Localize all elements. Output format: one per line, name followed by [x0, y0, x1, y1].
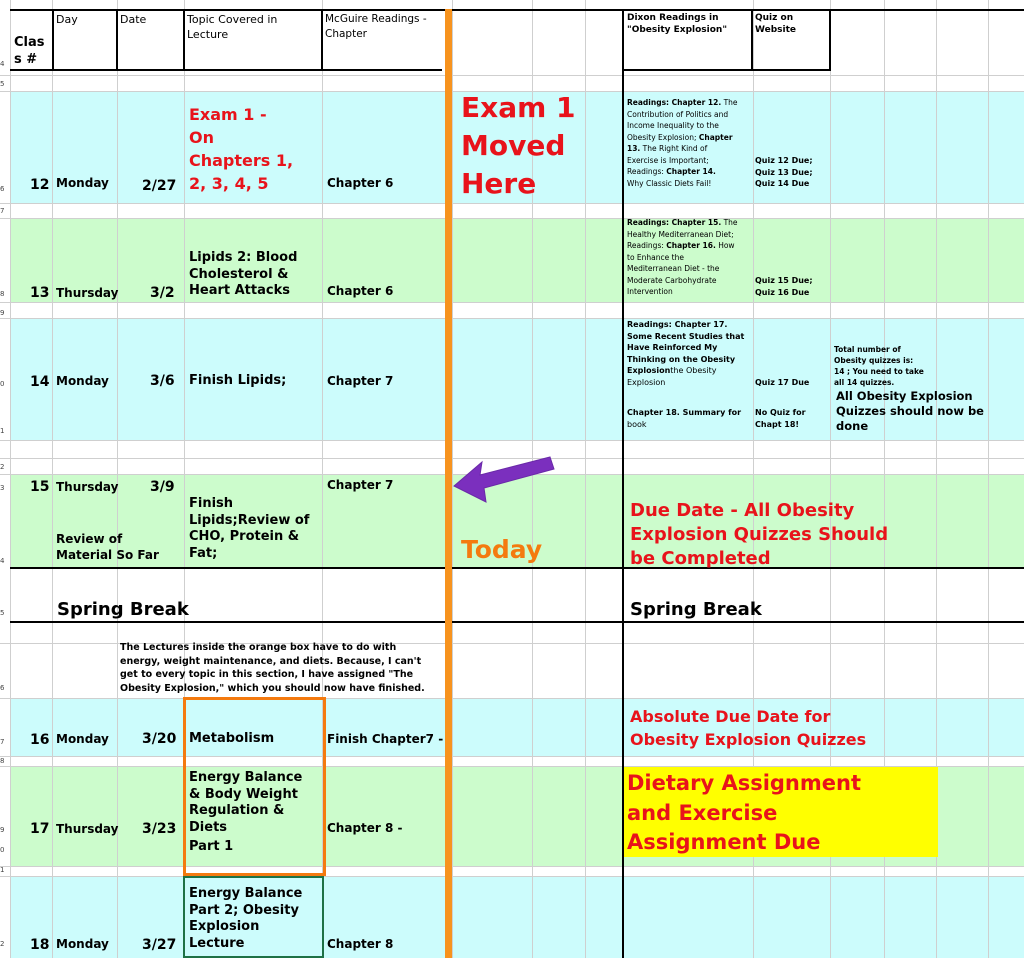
row-number[interactable]: 5: [0, 80, 5, 88]
date: 3/20: [142, 731, 177, 747]
row-number[interactable]: 0: [0, 846, 5, 854]
row-number[interactable]: 9: [0, 826, 5, 834]
header-dixon: Dixon Readings in "Obesity Explosion": [627, 13, 728, 35]
header-day: Day: [56, 13, 78, 26]
row-number[interactable]: 7: [0, 207, 5, 215]
day: Monday: [56, 732, 109, 746]
row-number[interactable]: 8: [0, 290, 5, 298]
row-number[interactable]: 6: [0, 185, 5, 193]
day: Thursday: [56, 480, 119, 494]
class-num: 13: [30, 285, 50, 301]
topic: Energy Balance & Body Weight Regulation & Diets Part 1: [189, 770, 303, 854]
reading: Chapter 6: [327, 176, 394, 190]
class-num: 14: [30, 374, 50, 390]
topic: Finish Lipids;Review of CHO, Protein & Fat;: [189, 496, 310, 561]
total-quizzes-note: Total number of Obesity quizzes is: 14 ; You need to take all 14 quizzes.: [834, 345, 924, 387]
date: 3/2: [150, 285, 175, 301]
header-date: Date: [120, 13, 147, 26]
quiz-r14-ch18: No Quiz for Chapt 18!: [755, 408, 806, 429]
header-topic: Topic Covered in Lecture: [187, 13, 278, 41]
header-class-num: Clas s #: [14, 35, 45, 67]
topic: Energy Balance Part 2; Obesity Explosion Lecture: [189, 886, 303, 951]
row-number[interactable]: 8: [0, 757, 5, 765]
review-note: Review of Material So Far: [56, 532, 159, 562]
class-num: 15: [30, 479, 50, 495]
exam-1-topic: Exam 1 - On Chapters 1, 2, 3, 4, 5: [189, 105, 294, 193]
reading: Chapter 6: [327, 284, 394, 298]
row-number[interactable]: 3: [0, 484, 5, 492]
row-number[interactable]: 2: [0, 463, 5, 471]
dietary-note: Dietary Assignment and Exercise Assignment Due: [627, 771, 861, 854]
row-number[interactable]: 6: [0, 684, 5, 692]
orange-divider: [445, 9, 452, 958]
topic: Finish Lipids;: [189, 373, 287, 388]
row-number[interactable]: 4: [0, 60, 5, 68]
quiz-r13: Quiz 15 Due; Quiz 16 Due: [755, 276, 813, 297]
class-num: 16: [30, 732, 50, 748]
date: 3/9: [150, 479, 175, 495]
absolute-due-note: Absolute Due Date for Obesity Explosion Quizzes: [630, 707, 867, 749]
header-mcguire: McGuire Readings - Chapter: [325, 13, 427, 40]
spring-break-label: Spring Break: [57, 599, 189, 620]
arrow-left-icon: [452, 452, 556, 508]
quiz-r12: Quiz 12 Due; Quiz 13 Due; Quiz 14 Due: [755, 156, 813, 188]
today-label: Today: [461, 535, 543, 564]
date: 2/27: [142, 178, 177, 194]
class-num: 17: [30, 821, 50, 837]
row-number[interactable]: 4: [0, 557, 5, 565]
exam-moved-note: Exam 1 Moved Here: [461, 91, 576, 200]
date: 3/27: [142, 937, 177, 953]
day: Monday: [56, 374, 109, 388]
row-number[interactable]: 7: [0, 738, 5, 746]
lectures-note: The Lectures inside the orange box have to do with energy, weight maintenance, and diets. Because, I can't get to every topic in this section, I have assigned "The Obesity Explosion," which you should now have finished.: [120, 642, 425, 694]
spring-break-label-right: Spring Break: [630, 599, 762, 620]
class-num: 12: [30, 177, 50, 193]
topic: Lipids 2: Blood Cholesterol & Heart Attacks: [189, 250, 298, 298]
quiz-r14: Quiz 17 Due: [755, 378, 810, 387]
row-number[interactable]: 1: [0, 427, 5, 435]
class-num: 18: [30, 937, 50, 953]
day: Monday: [56, 176, 109, 190]
day: Thursday: [56, 822, 119, 836]
reading: Finish Chapter7 -: [327, 732, 444, 746]
header-quiz: Quiz on Website: [755, 13, 797, 35]
all-done-note: All Obesity Explosion Quizzes should now be done: [836, 389, 984, 433]
reading: Chapter 8: [327, 937, 394, 951]
row-number[interactable]: 1: [0, 866, 5, 874]
dixon-r14: Readings: Chapter 17. Some Recent Studies that Have Reinforced My Thinking on the Obesity Explosionthe Obesity Explosion: [627, 320, 745, 387]
row-number[interactable]: 2: [0, 940, 5, 948]
dixon-r12: Readings: Chapter 12. The Contribution of Politics and Income Inequality to the Obesity Explosion; Chapter 13. The Right Kind of Exercise is Important; Readings: Chapter 14. Why Classic Diets Fail!: [627, 98, 738, 188]
day: Monday: [56, 937, 109, 951]
row-number[interactable]: 0: [0, 380, 5, 388]
dixon-r13: Readings: Chapter 15. The Healthy Mediterranean Diet; Readings: Chapter 16. How to Enhance the Mediterranean Diet - the Moderate Carbohydrate Intervention: [627, 218, 738, 296]
date: 3/6: [150, 373, 175, 389]
row-16-bg: [10, 698, 1024, 756]
topic: Metabolism: [189, 731, 275, 746]
row-number[interactable]: 5: [0, 609, 5, 617]
reading: Chapter 8 -: [327, 821, 403, 835]
date: 3/23: [142, 821, 177, 837]
day: Thursday: [56, 286, 119, 300]
row-number[interactable]: 9: [0, 309, 5, 317]
reading: Chapter 7: [327, 374, 394, 388]
due-date-note: Due Date - All Obesity Explosion Quizzes Should be Completed: [630, 500, 889, 569]
dixon-r14-ch18: Chapter 18. Summary for book: [627, 408, 742, 429]
reading: Chapter 7: [327, 478, 394, 492]
